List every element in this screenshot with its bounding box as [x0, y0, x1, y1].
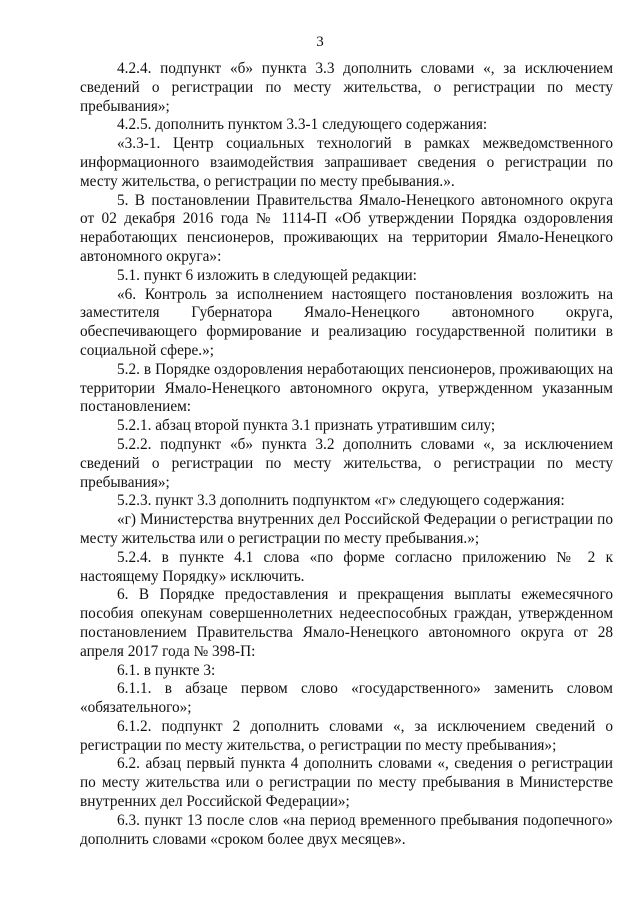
paragraph-6-3: 6.3. пункт 13 после слов «на период временного пребывания подопечного» дополнить словами «сроком более двух месяцев».: [80, 811, 613, 848]
paragraph-6-1-2: 6.1.2. подпункт 2 дополнить словами «, за исключением сведений о регистрации по месту жительства, о регистрации по месту пребывания»;: [80, 717, 613, 754]
paragraph-4-2-4: 4.2.4. подпункт «б» пункта 3.3 дополнить словами «, за исключением сведений о регистрации по месту жительства, о регистрации по месту пребывания»;: [80, 60, 613, 115]
paragraph-5: 5. В постановлении Правительства Ямало-Ненецкого автономного округа от 02 декабря 2016 года № 1114-П «Об утверждении Порядка оздоровления неработающих пенсионеров, проживающих на территории Ямало-Ненецкого автономного округа»:: [80, 191, 613, 265]
paragraph-5-2-4: 5.2.4. в пункте 4.1 слова «по форме согласно приложению № 2 к настоящему Порядку» исключить.: [80, 548, 613, 585]
document-body: [80, 60, 613, 849]
paragraph-3-3-1-quote: «3.3-1. Центр социальных технологий в рамках межведомственного информационного взаимодействия запрашивает сведения о регистрации по месту жительства, о регистрации по месту пребывания.».: [80, 135, 613, 190]
paragraph-5-2-2: 5.2.2. подпункт «б» пункта 3.2 дополнить словами «, за исключением сведений о регистрации по месту жительства, о регистрации по месту пребывания»;: [80, 435, 613, 491]
paragraph-6: 6. В Порядке предоставления и прекращения выплаты ежемесячного пособия опекунам совершеннолетних недееспособных граждан, утвержденном постановлением Правительства Ямало-Ненецкого автономного округа от 28 апреля 2017 года № 398-П:: [80, 586, 613, 660]
paragraph-4-2-5: 4.2.5. дополнить пунктом 3.3-1 следующего содержания:: [117, 116, 488, 134]
paragraph-5-2: 5.2. в Порядке оздоровления неработающих пенсионеров, проживающих на территории Ямало-Ненецкого автономного округа, утвержденном указанным постановлением:: [80, 360, 613, 416]
paragraph-6-1-1: 6.1.1. в абзаце первом слово «государственного» заменить словом «обязательного»;: [80, 680, 613, 717]
paragraph-6-1: 6.1. в пункте 3:: [117, 661, 216, 679]
paragraph-6-quote: «6. Контроль за исполнением настоящего постановления возложить на заместителя Губернатора Ямало-Ненецкого автономного округа, обеспечивающего формирование и реализацию государственной политики в социальной сфере.»;: [80, 285, 613, 359]
page-number: 3: [316, 34, 324, 50]
paragraph-5-2-3: 5.2.3. пункт 3.3 дополнить подпунктом «г» следующего содержания:: [117, 492, 565, 510]
paragraph-g-quote: «г) Министерства внутренних дел Российской Федерации о регистрации по месту жительства или о регистрации по месту пребывания.»;: [80, 511, 613, 547]
paragraph-6-2: 6.2. абзац первый пункта 4 дополнить словами «, сведения о регистрации по месту жительства или о регистрации по месту пребывания в Министерстве внутренних дел Российской Федерации»;: [80, 755, 613, 811]
paragraph-5-2-1: 5.2.1. абзац второй пункта 3.1 признать утратившим силу;: [117, 417, 496, 435]
paragraph-5-1: 5.1. пункт 6 изложить в следующей редакции:: [117, 266, 417, 284]
